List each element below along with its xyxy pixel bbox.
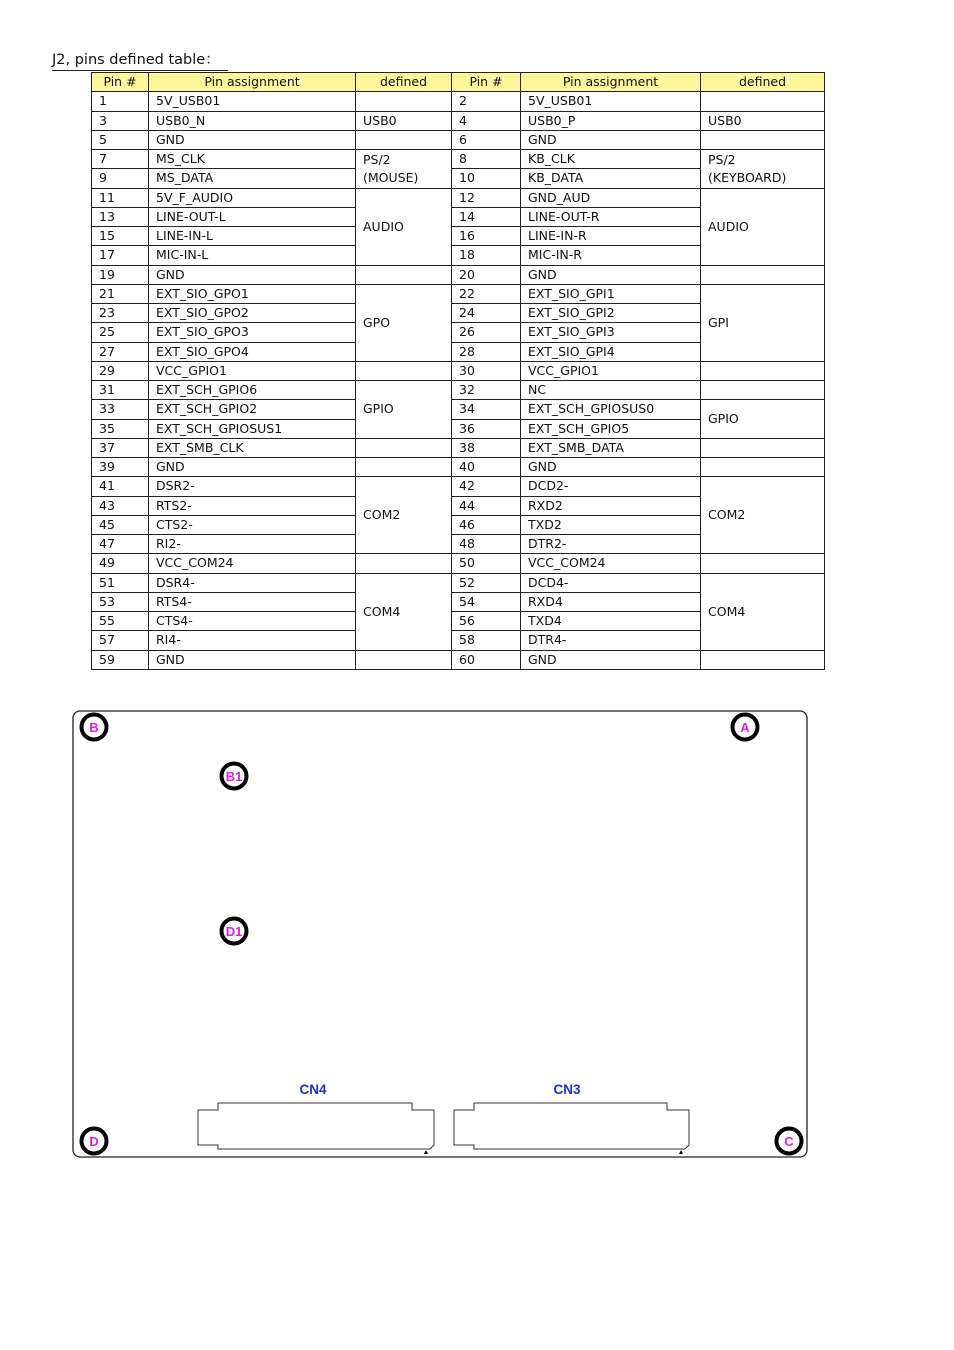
right-defined-label: GPI <box>708 314 729 330</box>
pin-number-right: 10 <box>452 169 521 188</box>
pin-assignment-right: TXD2 <box>521 515 701 534</box>
right-defined-label: COM4 <box>708 603 746 619</box>
connector-cn3 <box>454 1082 689 1154</box>
pin-assignment-left: CTS2- <box>149 515 356 534</box>
header-pin-right: Pin # <box>452 73 521 92</box>
pin-number-left: 25 <box>92 323 149 342</box>
pin-number-right: 50 <box>452 554 521 573</box>
pin-assignment-right: LINE-OUT-R <box>521 207 701 226</box>
mounting-hole-b1 <box>222 764 247 789</box>
pin-assignment-right: EXT_SIO_GPI4 <box>521 342 701 361</box>
pin-assignment-left: EXT_SMB_CLK <box>149 438 356 457</box>
mounting-hole-d <box>82 1129 107 1154</box>
pin-number-left: 41 <box>92 477 149 496</box>
pin-assignment-right: RXD4 <box>521 592 701 611</box>
pin-number-left: 49 <box>92 554 149 573</box>
pin-assignment-left: GND <box>149 265 356 284</box>
pin-number-right: 22 <box>452 284 521 303</box>
pin-assignment-left: EXT_SIO_GPO1 <box>149 284 356 303</box>
pin-assignment-left: VCC_GPIO1 <box>149 361 356 380</box>
pin-number-right: 6 <box>452 130 521 149</box>
pin-assignment-left: RTS2- <box>149 496 356 515</box>
header-defined-right: defined <box>701 73 825 92</box>
pin-assignment-right: EXT_SIO_GPI3 <box>521 323 701 342</box>
pin-number-left: 29 <box>92 361 149 380</box>
pin-assignment-left: MIC-IN-L <box>149 246 356 265</box>
table-heading: J2, pins defined table： <box>52 48 228 71</box>
pin-assignment-right: 5V_USB01 <box>521 92 701 111</box>
left-defined-label: GPIO <box>363 401 394 417</box>
pin-number-left: 15 <box>92 227 149 246</box>
pin-number-right: 16 <box>452 227 521 246</box>
pin-assignment-left: GND <box>149 458 356 477</box>
pin-assignment-right: DTR4- <box>521 631 701 650</box>
pin-number-left: 33 <box>92 400 149 419</box>
pin-number-left: 9 <box>92 169 149 188</box>
pin-assignment-left: VCC_COM24 <box>149 554 356 573</box>
pin-assignment-left: RTS4- <box>149 592 356 611</box>
pin-assignment-left: 5V_F_AUDIO <box>149 188 356 207</box>
pin1-marker <box>679 1150 683 1154</box>
pin-assignment-left: RI2- <box>149 535 356 554</box>
hole-label: B1 <box>225 769 243 784</box>
pin-assignment-right: DCD2- <box>521 477 701 496</box>
pin-assignment-left: RI4- <box>149 631 356 650</box>
hole-label: B <box>89 720 99 735</box>
mounting-hole-a <box>733 715 758 740</box>
pin-number-right: 12 <box>452 188 521 207</box>
pin-assignment-left: MS_CLK <box>149 150 356 169</box>
pin-number-right: 60 <box>452 650 521 669</box>
pin-number-right: 40 <box>452 458 521 477</box>
board-outline <box>73 711 807 1157</box>
pin-number-left: 59 <box>92 650 149 669</box>
right-defined-label: PS/2 <box>708 151 736 167</box>
connector-label: CN4 <box>299 1082 327 1097</box>
pin-number-left: 31 <box>92 381 149 400</box>
pin-number-left: 1 <box>92 92 149 111</box>
pin-assignment-left: EXT_SCH_GPIO2 <box>149 400 356 419</box>
pin-number-left: 13 <box>92 207 149 226</box>
pin-assignment-left: EXT_SCH_GPIO6 <box>149 381 356 400</box>
header-assignment-left: Pin assignment <box>149 73 356 92</box>
pin-number-right: 28 <box>452 342 521 361</box>
mounting-hole-c <box>777 1129 802 1154</box>
hole-label: D1 <box>225 924 243 939</box>
pin-assignment-right: VCC_COM24 <box>521 554 701 573</box>
mounting-holes <box>82 715 802 1154</box>
left-defined-label: AUDIO <box>363 218 404 234</box>
pin-number-right: 42 <box>452 477 521 496</box>
pin-assignment-right: USB0_P <box>521 111 701 130</box>
hole-label: C <box>784 1134 794 1149</box>
pin-number-left: 3 <box>92 111 149 130</box>
pin-assignment-right: LINE-IN-R <box>521 227 701 246</box>
pin-assignment-left: MS_DATA <box>149 169 356 188</box>
connector-outline <box>454 1103 689 1149</box>
pin-number-left: 5 <box>92 130 149 149</box>
pin-assignment-left: LINE-OUT-L <box>149 207 356 226</box>
pin-assignment-right: EXT_SCH_GPIOSUS0 <box>521 400 701 419</box>
pin-number-left: 39 <box>92 458 149 477</box>
pin-assignment-right: VCC_GPIO1 <box>521 361 701 380</box>
right-defined-label: GPIO <box>708 411 739 426</box>
pin-number-right: 30 <box>452 361 521 380</box>
pin-assignment-left: LINE-IN-L <box>149 227 356 246</box>
header-defined-left: defined <box>356 73 452 92</box>
hole-label: D <box>89 1134 99 1149</box>
pin-assignment-right: EXT_SIO_GPI1 <box>521 284 701 303</box>
pin-number-left: 45 <box>92 515 149 534</box>
pin-assignment-left: GND <box>149 650 356 669</box>
pin-assignment-right: EXT_SCH_GPIO5 <box>521 419 701 438</box>
pin-number-right: 26 <box>452 323 521 342</box>
left-defined-label: USB0 <box>363 112 397 128</box>
left-defined-label: (MOUSE) <box>363 169 419 185</box>
pin-number-left: 57 <box>92 631 149 650</box>
pin-assignment-right: RXD2 <box>521 496 701 515</box>
pin-number-right: 36 <box>452 419 521 438</box>
pin-assignment-right: GND_AUD <box>521 188 701 207</box>
hole-label: A <box>740 720 750 735</box>
left-defined-label: COM2 <box>363 507 401 523</box>
pin-number-right: 34 <box>452 400 521 419</box>
pin-assignment-left: 5V_USB01 <box>149 92 356 111</box>
pin-assignment-right: GND <box>521 265 701 284</box>
left-defined-label: GPO <box>363 314 391 330</box>
pin-number-right: 18 <box>452 246 521 265</box>
header-pin-left: Pin # <box>92 73 149 92</box>
pin-assignment-right: GND <box>521 458 701 477</box>
left-defined-label: COM4 <box>363 603 401 619</box>
pin-number-left: 35 <box>92 419 149 438</box>
pin-assignment-left: GND <box>149 130 356 149</box>
pin-number-left: 55 <box>92 612 149 631</box>
pin-assignment-right: DTR2- <box>521 535 701 554</box>
pin-assignment-left: EXT_SIO_GPO4 <box>149 342 356 361</box>
pin-number-left: 53 <box>92 592 149 611</box>
left-defined-label: PS/2 <box>363 151 391 167</box>
pin-assignment-right: KB_CLK <box>521 150 701 169</box>
pin-number-left: 47 <box>92 535 149 554</box>
pin-number-right: 48 <box>452 535 521 554</box>
pin-assignment-right: MIC-IN-R <box>521 246 701 265</box>
pin1-marker <box>424 1150 428 1154</box>
pin-number-right: 8 <box>452 150 521 169</box>
pin-number-left: 23 <box>92 304 149 323</box>
pin-assignment-right: GND <box>521 130 701 149</box>
pin-number-right: 52 <box>452 573 521 592</box>
pin-assignment-right: EXT_SIO_GPI2 <box>521 304 701 323</box>
pin-number-right: 32 <box>452 381 521 400</box>
pin-number-left: 43 <box>92 496 149 515</box>
pin-assignment-right: KB_DATA <box>521 169 701 188</box>
pin-number-right: 14 <box>452 207 521 226</box>
pin-assignment-right: GND <box>521 650 701 669</box>
pin-assignment-left: USB0_N <box>149 111 356 130</box>
connector-outline <box>198 1103 434 1149</box>
pin-assignment-left: CTS4- <box>149 612 356 631</box>
pin-number-left: 19 <box>92 265 149 284</box>
pin-assignment-right: NC <box>521 381 701 400</box>
pin-number-right: 20 <box>452 265 521 284</box>
pin-number-left: 11 <box>92 188 149 207</box>
header-assignment-right: Pin assignment <box>521 73 701 92</box>
pin-number-right: 56 <box>452 612 521 631</box>
pin-number-right: 44 <box>452 496 521 515</box>
pin-assignment-left: EXT_SIO_GPO3 <box>149 323 356 342</box>
pin-number-left: 51 <box>92 573 149 592</box>
connector-label: CN3 <box>553 1082 581 1097</box>
right-defined-label: COM2 <box>708 507 746 523</box>
mounting-hole-d1 <box>222 919 247 944</box>
pin-assignment-left: DSR4- <box>149 573 356 592</box>
pin-assignment-left: DSR2- <box>149 477 356 496</box>
pin-number-right: 4 <box>452 111 521 130</box>
pin-assignment-left: EXT_SIO_GPO2 <box>149 304 356 323</box>
pin-number-right: 58 <box>452 631 521 650</box>
pin-assignment-left: EXT_SCH_GPIOSUS1 <box>149 419 356 438</box>
pin-number-left: 17 <box>92 246 149 265</box>
right-defined-label: USB0 <box>708 112 742 128</box>
pin-number-right: 54 <box>452 592 521 611</box>
connector-cn4 <box>198 1082 434 1154</box>
pin-number-right: 38 <box>452 438 521 457</box>
pin-assignment-right: EXT_SMB_DATA <box>521 438 701 457</box>
pin-number-right: 46 <box>452 515 521 534</box>
connectors <box>198 1082 689 1154</box>
right-defined-label: (KEYBOARD) <box>708 169 787 185</box>
pin-number-left: 27 <box>92 342 149 361</box>
pin-number-left: 21 <box>92 284 149 303</box>
pin-number-right: 24 <box>452 304 521 323</box>
pin-assignment-right: DCD4- <box>521 573 701 592</box>
pin-number-left: 37 <box>92 438 149 457</box>
pin-number-left: 7 <box>92 150 149 169</box>
mounting-hole-b <box>82 715 107 740</box>
pin-assignment-right: TXD4 <box>521 612 701 631</box>
pin-number-right: 2 <box>452 92 521 111</box>
right-defined-label: AUDIO <box>708 218 749 234</box>
